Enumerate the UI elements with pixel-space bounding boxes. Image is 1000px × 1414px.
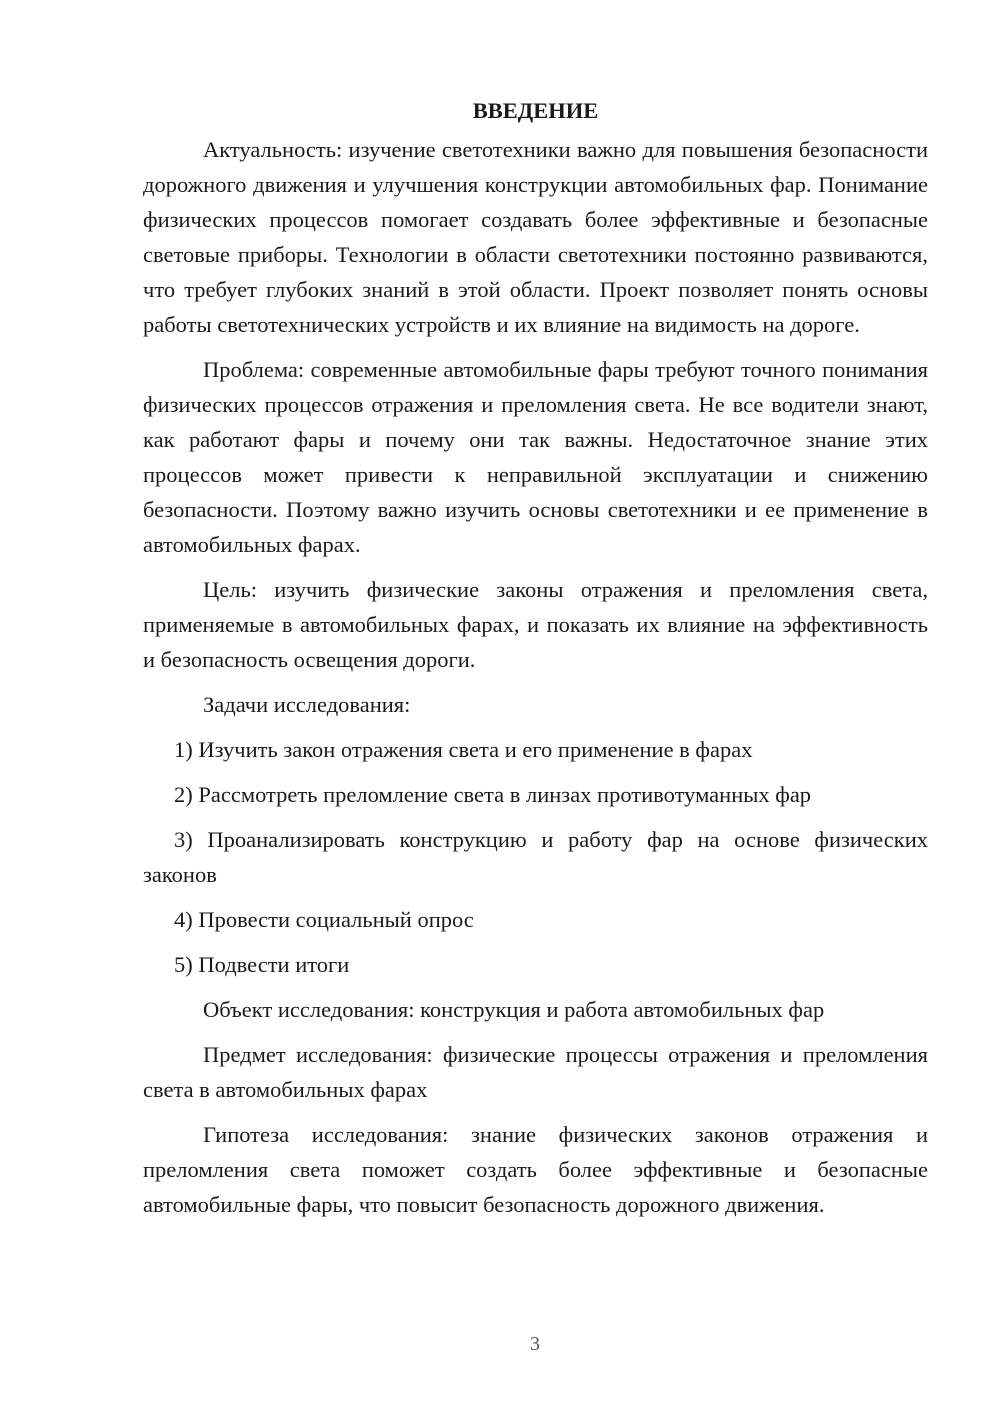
task-item: 2) Рассмотреть преломление света в линзах противотуманных фар xyxy=(174,782,812,807)
paragraph-goal: Цель: изучить физические законы отражения и преломления света, применяемые в автомобильных фарах, и показать их влияние на эффективность и безопасность освещения дороги. xyxy=(143,577,928,672)
tasks-title: Задачи исследования: xyxy=(203,692,411,717)
paragraph-hypothesis: Гипотеза исследования: знание физических законов отражения и преломления света поможет создать более эффективные и безопасные автомобильные фары, что повысит безопасность дорожного движения. xyxy=(143,1122,928,1217)
paragraph-object: Объект исследования: конструкция и работа автомобильных фар xyxy=(203,997,825,1022)
page-number: 3 xyxy=(530,1333,540,1355)
task-item: 3) Проанализировать конструкцию и работу фар на основе физических законов xyxy=(143,827,928,887)
task-item: 4) Провести социальный опрос xyxy=(174,907,474,932)
task-item: 5) Подвести итоги xyxy=(174,952,350,977)
task-item: 1) Изучить закон отражения света и его применение в фарах xyxy=(174,737,753,762)
paragraph-problem: Проблема: современные автомобильные фары требуют точного понимания физических процессов отражения и преломления света. Не все водители знают, как работают фары и почему они так важны. Недостаточное знание этих процессов может привести к неправильной эксплуатации и снижению безопасности. Поэтому важно изучить основы светотехники и ее применение в автомобильных фарах. xyxy=(143,357,928,557)
page-title: ВВЕДЕНИЕ xyxy=(472,98,599,123)
paragraph-relevance: Актуальность: изучение светотехники важно для повышения безопасности дорожного движения и улучшения конструкции автомобильных фар. Понимание физических процессов помогает создавать более эффективные и безопасные световые приборы. Технологии в области светотехники постоянно развиваются, что требует глубоких знаний в этой области. Проект позволяет понять основы работы светотехнических устройств и их влияние на видимость на дороге. xyxy=(143,137,928,337)
paragraph-subject: Предмет исследования: физические процессы отражения и преломления света в автомобильных фарах xyxy=(143,1042,928,1102)
document-page xyxy=(143,96,928,1222)
